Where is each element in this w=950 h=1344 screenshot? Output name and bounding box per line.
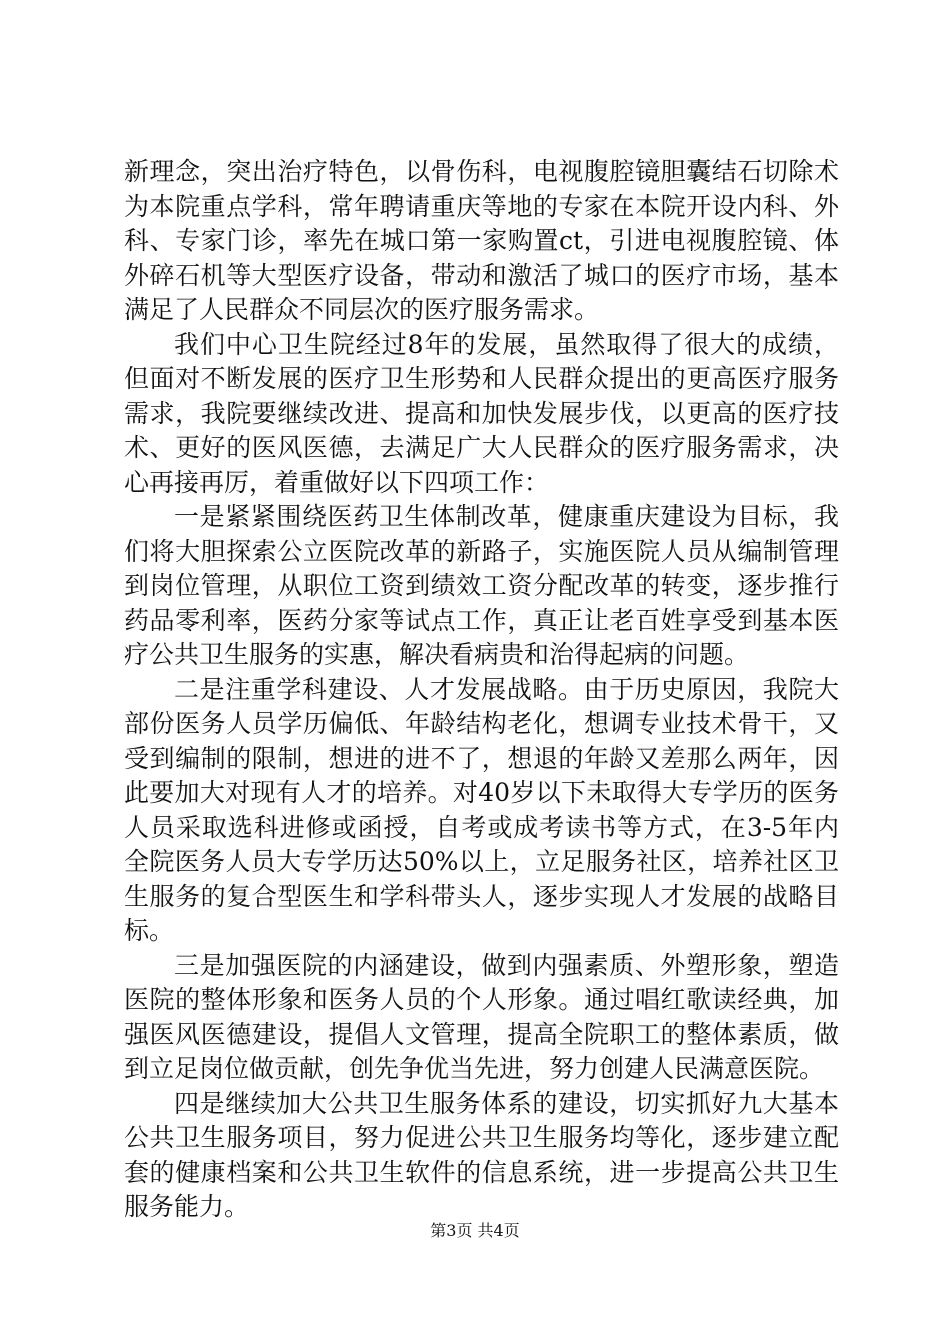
- paragraph-continuation: 新理念，突出治疗特色，以骨伤科，电视腹腔镜胆囊结石切除术为本院重点学科，常年聘请重庆等地的专家在本院开设内科、外科、专家门诊，率先在城口第一家购置ct，引进电视腹腔镜、体外碎石机等大型医疗设备，带动和激活了城口的医疗市场，基本满足了人民群众不同层次的医疗服务需求。: [124, 157, 839, 324]
- paragraph-public-health: 四是继续加大公共卫生服务体系的建设，切实抓好九大基本公共卫生服务项目，努力促进公共卫生服务均等化，逐步建立配套的健康档案和公共卫生软件的信息系统，进一步提高公共卫生服务能力。: [124, 1088, 839, 1221]
- paragraph-development: 我们中心卫生院经过8年的发展，虽然取得了很大的成绩，但面对不断发展的医疗卫生形势和人民群众提出的更高医疗服务需求，我院要继续改进、提高和加快发展步伐，以更高的医疗技术、更好的医风医德，去满足广大人民群众的医疗服务需求，决心再接再厉，着重做好以下四项工作：: [124, 329, 839, 497]
- paragraph-image: 三是加强医院的内涵建设，做到内强素质、外塑形象，塑造医院的整体形象和医务人员的个人形象。通过唱红歌读经典，加强医风医德建设，提倡人文管理，提高全院职工的整体素质，做到立足岗位做贡献，创先争优当先进，努力创建人民满意医院。: [124, 950, 839, 1083]
- paragraph-reform: 一是紧紧围绕医药卫生体制改革，健康重庆建设为目标，我们将大胆探索公立医院改革的新路子，实施医院人员从编制管理到岗位管理，从职位工资到绩效工资分配改革的转变，逐步推行药品零利率，医药分家等试点工作，真正让老百姓享受到基本医疗公共卫生服务的实惠，解决看病贵和治得起病的问题。: [124, 502, 839, 669]
- paragraph-talent: 二是注重学科建设、人才发展战略。由于历史原因，我院大部份医务人员学历偏低、年龄结构老化，想调专业技术骨干，又受到编制的限制，想进的进不了，想退的年龄又差那么两年，因此要加大对现有人才的培养。对40岁以下未取得大专学历的医务人员采取选科进修或函授，自考或成考读书等方式，在3-5年内全院医务人员大专学历达50%以上，立足服务社区，培养社区卫生服务的复合型医生和学科带头人，逐步实现人才发展的战略目标。: [124, 674, 839, 945]
- document-body: [124, 155, 839, 1225]
- page-footer: 第3页 共4页: [430, 1221, 520, 1240]
